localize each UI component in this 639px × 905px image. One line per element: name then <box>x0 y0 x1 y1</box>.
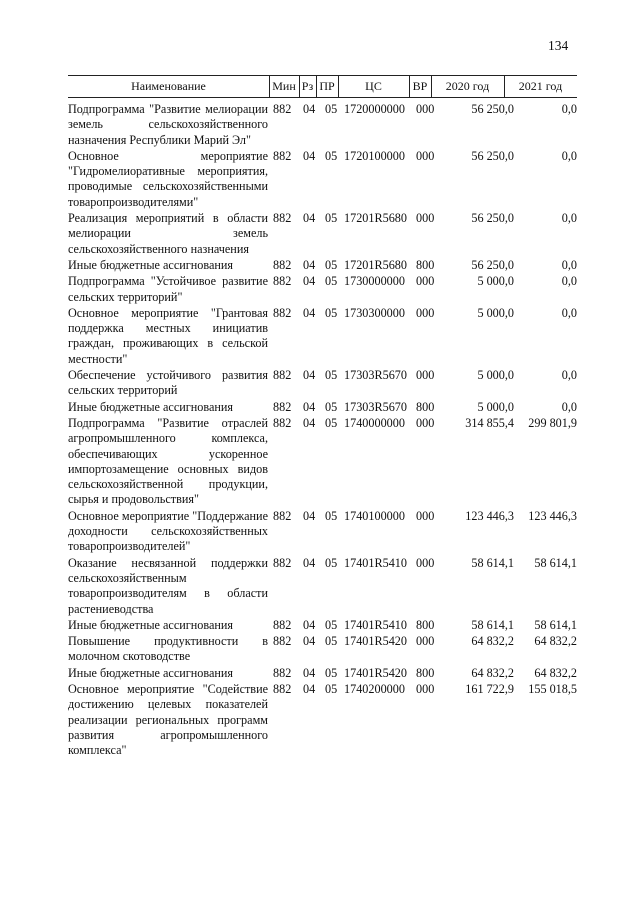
row-cs: 17401R5410 <box>344 617 407 632</box>
page-number: 134 <box>548 38 569 53</box>
row-amount-2021: 0,0 <box>561 211 577 226</box>
table-row <box>68 368 577 399</box>
row-cs: 1740000000 <box>344 415 405 430</box>
row-pr: 05 <box>325 665 338 680</box>
row-pr: 05 <box>325 368 338 383</box>
row-amount-2021: 0,0 <box>561 274 577 289</box>
table-row <box>68 509 577 555</box>
row-name: Основное мероприятие "Грантовая поддержка местных инициатив граждан, проживающих в сельской местности" <box>68 305 268 366</box>
row-name: Иные бюджетные ассигнования <box>68 399 234 414</box>
row-cs: 1720100000 <box>344 148 405 163</box>
row-vr: 000 <box>416 368 435 383</box>
row-amount-2020: 56 250,0 <box>471 211 514 226</box>
row-amount-2020: 5 000,0 <box>477 399 514 414</box>
table-row <box>68 306 577 367</box>
header-rz: Рз <box>301 79 314 93</box>
row-pr: 05 <box>325 211 338 226</box>
row-cs: 17201R5680 <box>344 211 407 226</box>
row-cs: 17401R5420 <box>344 665 407 680</box>
row-pr: 05 <box>325 399 338 414</box>
row-cs: 1730300000 <box>344 305 405 320</box>
row-min: 882 <box>273 211 292 226</box>
row-min: 882 <box>273 148 292 163</box>
row-name: Основное мероприятие "Содействие достижению целевых показателей реализации региональных программ развития агропромышленного комплекса" <box>68 681 268 758</box>
row-rz: 04 <box>303 148 316 163</box>
row-amount-2021: 64 832,2 <box>534 634 577 649</box>
row-amount-2020: 314 855,4 <box>465 415 514 430</box>
row-vr: 800 <box>416 257 435 272</box>
row-name: Иные бюджетные ассигнования <box>68 665 234 680</box>
row-min: 882 <box>273 399 292 414</box>
row-min: 882 <box>273 305 292 320</box>
row-vr: 000 <box>416 274 435 289</box>
row-amount-2021: 0,0 <box>561 399 577 414</box>
row-amount-2020: 58 614,1 <box>471 555 514 570</box>
row-amount-2020: 56 250,0 <box>471 148 514 163</box>
row-rz: 04 <box>303 681 316 696</box>
row-amount-2020: 5 000,0 <box>477 305 514 320</box>
row-name: Основное мероприятие "Поддержание доходности сельскохозяйственных товаропроизводителей" <box>68 508 268 554</box>
row-min: 882 <box>273 274 292 289</box>
row-pr: 05 <box>325 274 338 289</box>
row-vr: 800 <box>416 617 435 632</box>
row-amount-2021: 58 614,1 <box>534 617 577 632</box>
row-name: Подпрограмма "Развитие мелиорации земель сельскохозяйственного назначения Республики Марий Эл" <box>68 102 268 147</box>
table-row <box>68 682 577 758</box>
row-cs: 1740100000 <box>344 508 405 523</box>
table-row <box>68 274 577 305</box>
row-amount-2020: 64 832,2 <box>471 634 514 649</box>
row-cs: 1730000000 <box>344 274 405 289</box>
row-amount-2021: 155 018,5 <box>528 681 577 696</box>
row-amount-2021: 0,0 <box>561 102 577 116</box>
row-rz: 04 <box>303 102 316 116</box>
row-name: Оказание несвязанной поддержки сельскохозяйственным товаропроизводителям в области растениеводства <box>68 555 268 616</box>
header-pr: ПР <box>319 79 335 93</box>
row-pr: 05 <box>325 508 338 523</box>
header-2021: 2021 год <box>518 79 563 93</box>
table-row <box>68 618 577 633</box>
table-row <box>68 634 577 665</box>
row-amount-2021: 0,0 <box>561 257 577 272</box>
row-rz: 04 <box>303 415 316 430</box>
row-rz: 04 <box>303 555 316 570</box>
row-rz: 04 <box>303 634 316 649</box>
row-cs: 1740200000 <box>344 681 405 696</box>
table-row <box>68 149 577 210</box>
row-rz: 04 <box>303 211 316 226</box>
row-name: Иные бюджетные ассигнования <box>68 617 234 632</box>
row-cs: 17303R5670 <box>344 399 407 414</box>
row-amount-2020: 5 000,0 <box>477 274 514 289</box>
row-name: Подпрограмма "Развитие отраслей агропромышленного комплекса, обеспечивающих ускоренное импортозамещение основных видов сельскохозяйственной продукции, сырья и продовольствия" <box>68 415 268 507</box>
table-row <box>68 400 577 415</box>
row-cs: 17201R5680 <box>344 257 407 272</box>
row-vr: 000 <box>416 634 435 649</box>
row-amount-2021: 0,0 <box>561 148 577 163</box>
table-row <box>68 666 577 681</box>
row-rz: 04 <box>303 399 316 414</box>
row-pr: 05 <box>325 257 338 272</box>
row-vr: 000 <box>416 555 435 570</box>
row-pr: 05 <box>325 102 338 116</box>
row-min: 882 <box>273 368 292 383</box>
row-name: Реализация мероприятий в области мелиорации земель сельскохозяйственного назначения <box>68 211 268 256</box>
row-min: 882 <box>273 634 292 649</box>
row-min: 882 <box>273 617 292 632</box>
row-amount-2021: 58 614,1 <box>534 555 577 570</box>
table-body <box>68 102 577 758</box>
table-row <box>68 258 577 273</box>
row-amount-2021: 0,0 <box>561 305 577 320</box>
row-rz: 04 <box>303 665 316 680</box>
row-amount-2021: 299 801,9 <box>528 415 577 430</box>
header-cs: ЦС <box>365 79 382 93</box>
row-pr: 05 <box>325 305 338 320</box>
header-name: Наименование <box>131 79 206 93</box>
row-min: 882 <box>273 681 292 696</box>
table-row <box>68 416 577 508</box>
row-amount-2020: 56 250,0 <box>471 102 514 116</box>
table-row <box>68 102 577 148</box>
table-row <box>68 211 577 257</box>
row-pr: 05 <box>325 634 338 649</box>
row-vr: 800 <box>416 665 435 680</box>
row-rz: 04 <box>303 508 316 523</box>
row-cs: 17401R5420 <box>344 634 407 649</box>
row-amount-2020: 64 832,2 <box>471 665 514 680</box>
row-name: Основное мероприятие "Гидромелиоративные мероприятия, проводимые сельскохозяйственными товаропроизводителями" <box>68 148 268 209</box>
row-amount-2020: 161 722,9 <box>465 681 514 696</box>
row-min: 882 <box>273 257 292 272</box>
row-min: 882 <box>273 102 292 116</box>
row-vr: 000 <box>416 305 435 320</box>
row-pr: 05 <box>325 415 338 430</box>
row-name: Обеспечение устойчивого развития сельских территорий <box>68 368 268 398</box>
row-name: Иные бюджетные ассигнования <box>68 257 234 272</box>
row-vr: 000 <box>416 681 435 696</box>
row-vr: 800 <box>416 399 435 414</box>
row-pr: 05 <box>325 681 338 696</box>
row-name: Повышение продуктивности в молочном скотоводстве <box>68 634 268 664</box>
table-header <box>68 75 577 98</box>
row-amount-2021: 0,0 <box>561 368 577 383</box>
row-rz: 04 <box>303 368 316 383</box>
header-min: Мин <box>272 79 296 93</box>
row-amount-2021: 123 446,3 <box>528 508 577 523</box>
row-rz: 04 <box>303 257 316 272</box>
row-vr: 000 <box>416 415 435 430</box>
row-amount-2020: 5 000,0 <box>477 368 514 383</box>
row-pr: 05 <box>325 617 338 632</box>
row-amount-2021: 64 832,2 <box>534 665 577 680</box>
row-vr: 000 <box>416 211 435 226</box>
row-amount-2020: 123 446,3 <box>465 508 514 523</box>
header-2020: 2020 год <box>445 79 490 93</box>
row-amount-2020: 58 614,1 <box>471 617 514 632</box>
row-rz: 04 <box>303 617 316 632</box>
row-min: 882 <box>273 555 292 570</box>
row-rz: 04 <box>303 274 316 289</box>
row-cs: 17401R5410 <box>344 555 407 570</box>
row-min: 882 <box>273 665 292 680</box>
row-min: 882 <box>273 415 292 430</box>
row-amount-2020: 56 250,0 <box>471 257 514 272</box>
row-pr: 05 <box>325 555 338 570</box>
row-cs: 1720000000 <box>344 102 405 116</box>
row-rz: 04 <box>303 305 316 320</box>
row-pr: 05 <box>325 148 338 163</box>
table-row <box>68 556 577 617</box>
row-min: 882 <box>273 508 292 523</box>
row-vr: 000 <box>416 102 435 116</box>
row-cs: 17303R5670 <box>344 368 407 383</box>
row-name: Подпрограмма "Устойчивое развитие сельских территорий" <box>68 274 268 304</box>
header-vr: ВР <box>412 79 428 93</box>
row-vr: 000 <box>416 148 435 163</box>
row-vr: 000 <box>416 508 435 523</box>
